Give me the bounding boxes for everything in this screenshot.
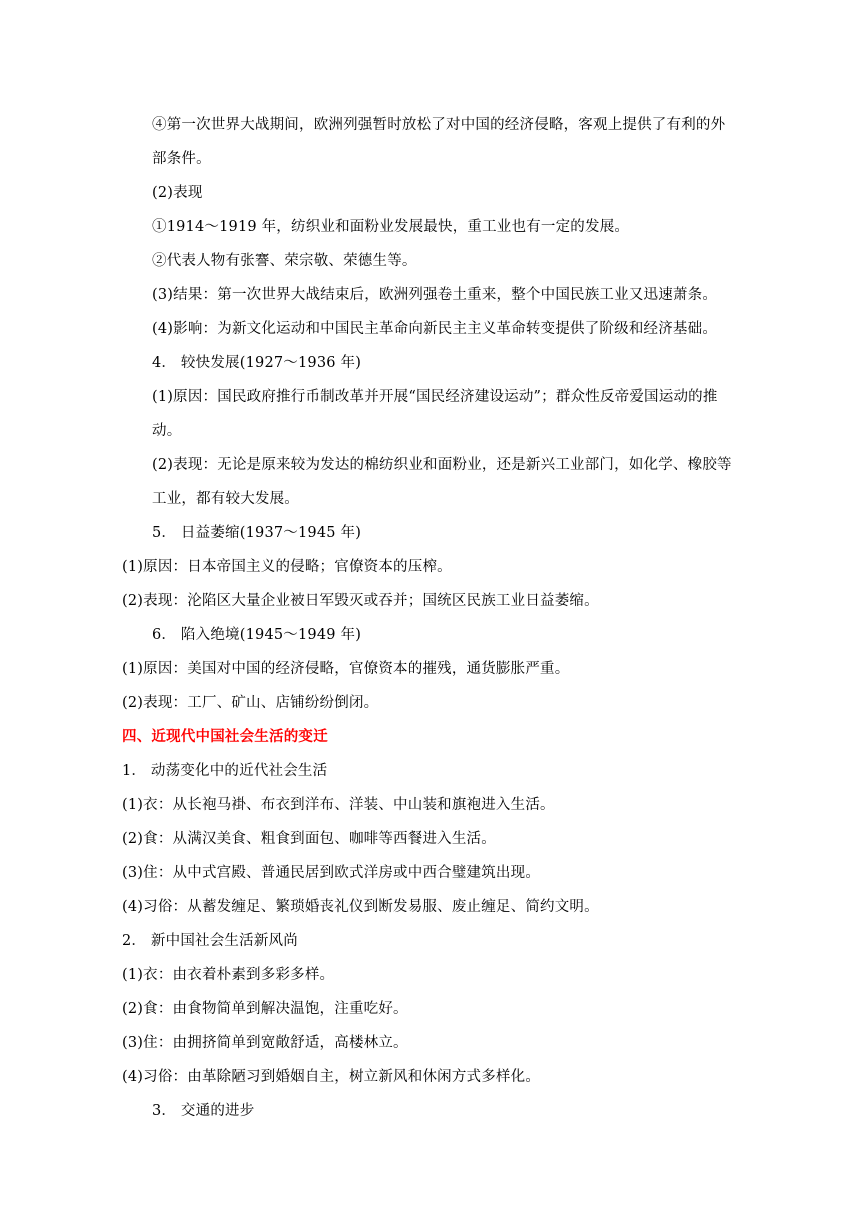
section-6-title: 6． 陷入绝境(1945～1949 年) xyxy=(152,627,362,643)
new-housing: (3)住：由拥挤简单到宽敞舒适，高楼林立。 xyxy=(122,1035,408,1051)
new-customs: (4)习俗：由革除陋习到婚姻自主，树立新风和休闲方式多样化。 xyxy=(122,1069,541,1085)
section-6-reason: (1)原因：美国对中国的经济侵略，官僚资本的摧残，通货膨胀严重。 xyxy=(122,661,570,677)
section-5-title: 5． 日益萎缩(1937～1945 年) xyxy=(152,525,362,541)
part-4-heading: 四、近现代中国社会生活的变迁 xyxy=(122,728,328,745)
subsection-2-title: 2． 新中国社会生活新风尚 xyxy=(122,933,298,949)
document-body xyxy=(122,108,738,1128)
section-5-reason: (1)原因：日本帝国主义的侵略；官僚资本的压榨。 xyxy=(122,559,452,575)
list-item-1914-1919: ①1914～1919 年，纺织业和面粉业发展最快，重工业也有一定的发展。 xyxy=(152,219,630,235)
subheading-performance: (2)表现 xyxy=(152,185,203,201)
section-5-performance: (2)表现：沦陷区大量企业被日军毁灭或吞并；国统区民族工业日益萎缩。 xyxy=(122,593,599,609)
new-food: (2)食：由食物简单到解决温饱，注重吃好。 xyxy=(122,1001,408,1017)
paragraph-ww1-conditions: ④第一次世界大战期间，欧洲列强暂时放松了对中国的经济侵略，客观上提供了有利的外部条件。 xyxy=(152,117,726,167)
modern-food: (2)食：从满汉美食、粗食到面包、咖啡等西餐进入生活。 xyxy=(122,831,496,847)
modern-clothing: (1)衣：从长袍马褂、布衣到洋布、洋装、中山装和旗袍进入生活。 xyxy=(122,797,555,813)
list-item-representatives: ②代表人物有张謇、荣宗敬、荣德生等。 xyxy=(152,253,417,269)
subsection-3-title: 3． 交通的进步 xyxy=(152,1103,255,1119)
section-4-title: 4． 较快发展(1927～1936 年) xyxy=(152,355,362,371)
modern-housing: (3)住：从中式宫殿、普通民居到欧式洋房或中西合璧建筑出现。 xyxy=(122,865,541,881)
new-clothing: (1)衣：由衣着朴素到多彩多样。 xyxy=(122,967,335,983)
modern-customs: (4)习俗：从蓄发缠足、繁琐婚丧礼仪到断发易服、废止缠足、简约文明。 xyxy=(122,899,599,915)
paragraph-section-4-performance: (2)表现：无论是原来较为发达的棉纺织业和面粉业，还是新兴工业部门，如化学、橡胶等工业，都有较大发展。 xyxy=(152,457,732,507)
section-6-performance: (2)表现：工厂、矿山、店铺纷纷倒闭。 xyxy=(122,695,379,711)
item-influence: (4)影响：为新文化运动和中国民主革命向新民主主义革命转变提供了阶级和经济基础。 xyxy=(152,321,718,337)
subsection-1-title: 1． 动荡变化中的近代社会生活 xyxy=(122,763,328,779)
paragraph-section-4-reason: (1)原因：国民政府推行币制改革并开展“国民经济建设运动”；群众性反帝爱国运动的推动。 xyxy=(152,389,718,439)
item-result: (3)结果：第一次世界大战结束后，欧洲列强卷土重来，整个中国民族工业又迅速萧条。 xyxy=(152,287,718,303)
